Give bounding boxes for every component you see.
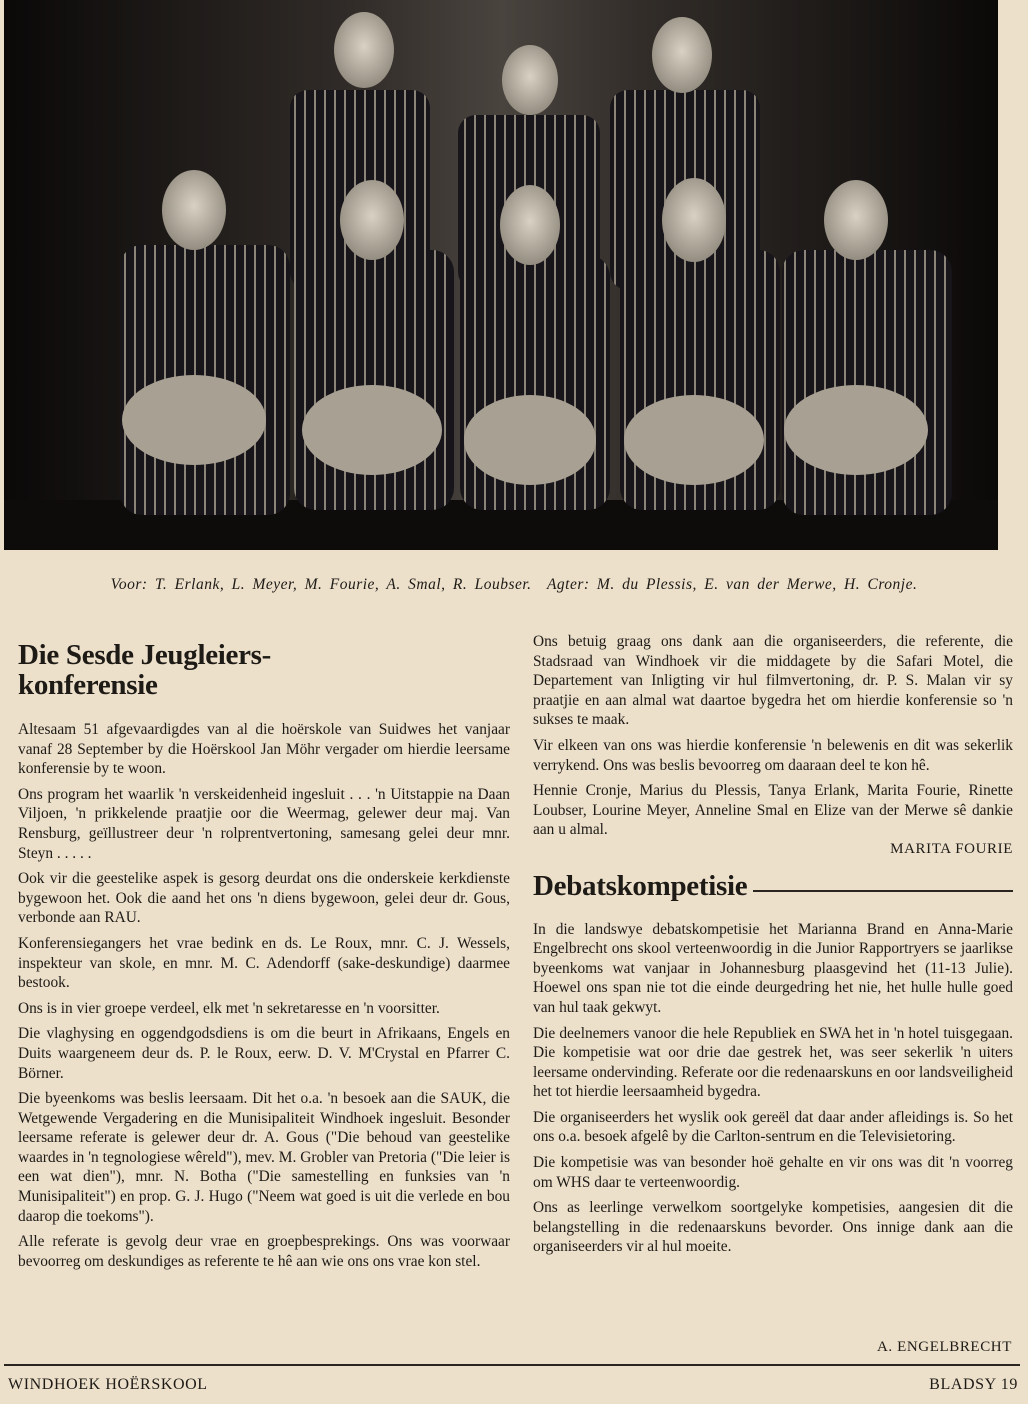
paragraph: Vir elkeen van ons was hierdie konferensie 'n belewenis en dit was sekerlik verrykend. Ons was beslis bevoorreg om daaraan deel te kon hê. [533,736,1013,774]
article-title-conference [18,640,510,700]
paragraph: Konferensiegangers het vrae bedink en ds. Le Roux, mnr. C. J. Wessels, inspekteur van skole, en mnr. M. C. Adendorff (sake-deskundige) daarmee bestook. [18,934,510,992]
paragraph: Die organiseerders het wyslik ook gereël dat daar ander afleidings is. So het ons o.a. besoek afgelê by die Carlton-sentrum en die Televisietoring. [533,1108,1013,1146]
paragraph: Ons is in vier groepe verdeel, elk met 'n sekretaresse en 'n voorsitter. [18,999,440,1017]
article-title-debate: Debatskompetisie [533,869,748,902]
article-heading-debate [533,870,1013,902]
footer-page-number: BLADSY 19 [929,1376,1018,1393]
right-column [533,632,1013,1263]
title-line-1: Die Sesde Jeugleiers- [18,639,272,671]
footer-school: WINDHOEK HOËRSKOOL [8,1376,208,1393]
heading-rule [753,890,1013,892]
group-photo [4,0,998,550]
photo-caption [0,576,1028,594]
left-column [18,632,510,1277]
caption-back: Agter: M. du Plessis, E. van der Merwe, H. Cronje. [546,576,918,593]
author-signature-2: A. ENGELBRECHT [876,1339,1012,1355]
title-line-2: konferensie [18,669,158,701]
paragraph: Ons as leerlinge verwelkom soortgelyke kompetisies, aangesien dit die belangstelling in die redenaarskuns bevorder. Ons innige dank aan die organiseerders vir al hul moeite. [533,1199,1013,1256]
paragraph: Alle referate is gevolg deur vrae en groepbesprekings. Ons was voorwaar bevoorreg om deskundiges as referente te hê aan wie ons ons vrae kon stel. [18,1233,510,1270]
paragraph: Die vlaghysing en oggendgodsdiens is om die beurt in Afrikaans, Engels en Duits waargeneem deur ds. P. le Roux, eerw. D. V. M'Crystal en Pfarrer C. Börner. [18,1025,510,1082]
footer-rule [4,1364,1020,1366]
paragraph: Ook vir die geestelike aspek is gesorg deurdat ons die onderskeie kerkdienste bygewoon het. Ook die aand het ons 'n diens bygewoon, gelei deur dr. Gous, verbonde aan RAU. [18,870,510,927]
paragraph: Die deelnemers vanoor die hele Republiek en SWA het in 'n hotel tuisgegaan. Die kompetisie wat oor drie dae gestrek het, was seer sekerlik 'n uiters leersame ondervinding. Referate oor die redenaarskuns en oor landsveiligheid het tot hierdie leersaamheid bygedra. [533,1024,1013,1101]
paragraph: In die landswye debatskompetisie het Marianna Brand en Anna-Marie Engelbrecht ons skool verteenwoordig in die Junior Rapportryers se jaarlikse byeenkoms wat vanjaar in Johannesburg plaasgevind het (11-13 Julie). Hoewel ons span nie tot die einde deurgedring het nie, het hulle hulle goed van hul taak gekwyt. [533,920,1013,1016]
names-paragraph: Hennie Cronje, Marius du Plessis, Tanya Erlank, Marita Fourie, Rinette Loubser, Lourine Meyer, Anneline Smal en Elize van der Merwe sê dankie aan u almal. [533,782,1013,839]
caption-front: Voor: T. Erlank, L. Meyer, M. Fourie, A. Smal, R. Loubser. [110,576,532,593]
author-signature-1 [533,840,1013,860]
paragraph: Ons program het waarlik 'n verskeidenheid ingesluit . . . 'n Uitstappie na Daan Viljoen, 'n prikkelende praatjie oor die Weermag, gelewer deur maj. Van Rensburg, geïllustreer deur 'n rolprentvertoning, samesang gelei deur mnr. Steyn . . . . . [18,785,510,862]
group-photo-icon [4,0,998,550]
paragraph: Die kompetisie was van besonder hoë gehalte en vir ons was dit 'n voorreg om WHS daar te verteenwoordig. [533,1154,1013,1191]
paragraph: Altesaam 51 afgevaardigdes van al die hoërskole van Suidwes het vanjaar vanaf 28 September by die Hoërskool Jan Möhr vergader om hierdie leersame konferensie by te woon. [18,721,510,778]
paragraph: Die byeenkoms was beslis leersaam. Dit het o.a. 'n besoek aan die SAUK, die Wetgewende Vergadering en die Munisipaliteit Windhoek ingesluit. Besonder leersame referate is gelewer deur dr. A. Gous ("Die behoud van geestelike waardes in 'n tegnologiese wêreld"), mev. M. Grobler van Pretoria ("Die leier is een wat dien"), mnr. N. Botha ("Die samestelling en funksies van 'n Munisipaliteit") en prop. G. J. Hugo ("Neem wat goed is uit die verlede en bou daarop die toekoms"). [18,1090,510,1225]
author-name: MARITA FOURIE [890,840,1013,857]
paragraph: Ons betuig graag ons dank aan die organiseerders, die referente, die Stadsraad van Windhoek vir die middagete by die Safari Motel, die Departement van Inligting vir hul filmvertoning, dr. P. S. Malan vir sy praatjie en aan almal wat daartoe bygedra het om hierdie konferensie so 'n sukses te maak. [533,633,1013,729]
